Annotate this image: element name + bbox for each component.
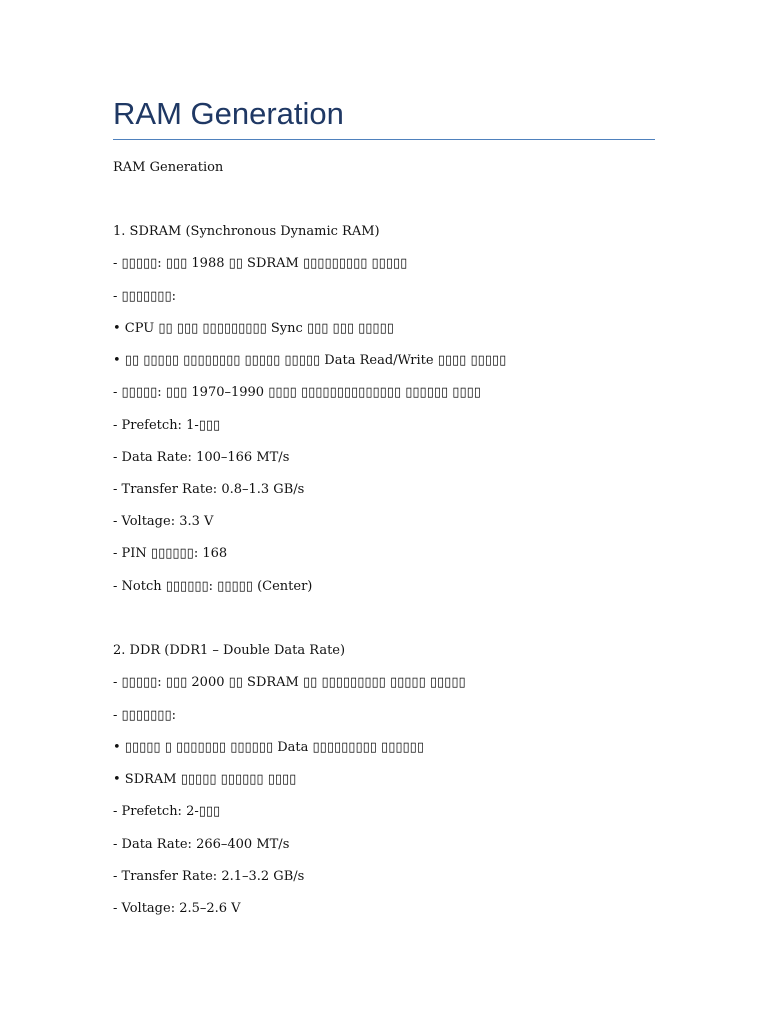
spec-pin-count: - PIN ▯▯▯▯▯▯: 168 xyxy=(113,546,228,561)
body-line: - ▯▯▯▯▯: ▯▯▯ 2000 ▯▯ SDRAM ▯▯ ▯▯▯▯▯▯▯▯▯ ▯▯▯▯▯ ▯▯▯▯▯ xyxy=(113,675,466,690)
spec-data-rate: - Data Rate: 100–166 MT/s xyxy=(113,450,290,465)
spec-transfer-rate: - Transfer Rate: 2.1–3.2 GB/s xyxy=(113,869,305,884)
document-title: RAM Generation xyxy=(113,96,344,131)
spec-notch: - Notch ▯▯▯▯▯▯: ▯▯▯▯▯ (Center) xyxy=(113,579,313,594)
spec-transfer-rate: - Transfer Rate: 0.8–1.3 GB/s xyxy=(113,482,305,497)
title-underline xyxy=(113,139,655,140)
spec-prefetch: - Prefetch: 2-▯▯▯ xyxy=(113,804,221,819)
body-line: - ▯▯▯▯▯: ▯▯▯ 1970–1990 ▯▯▯▯ ▯▯▯▯▯▯▯▯▯▯▯▯▯▯ ▯▯▯▯▯▯ ▯▯▯▯ xyxy=(113,385,481,400)
spec-voltage: - Voltage: 3.3 V xyxy=(113,514,214,529)
bullet-line: • SDRAM ▯▯▯▯▯ ▯▯▯▯▯▯ ▯▯▯▯ xyxy=(113,772,297,787)
body-line: - ▯▯▯▯▯▯▯: xyxy=(113,708,176,723)
section-heading-ddr: 2. DDR (DDR1 – Double Data Rate) xyxy=(113,643,346,658)
bullet-line: • ▯▯▯▯▯ ▯ ▯▯▯▯▯▯▯ ▯▯▯▯▯▯ Data ▯▯▯▯▯▯▯▯▯ ▯▯▯▯▯▯ xyxy=(113,740,424,755)
bullet-line: • ▯▯ ▯▯▯▯▯ ▯▯▯▯▯▯▯▯ ▯▯▯▯▯ ▯▯▯▯▯ Data Read/Write ▯▯▯▯ ▯▯▯▯▯ xyxy=(113,353,507,368)
section-heading-sdram: 1. SDRAM (Synchronous Dynamic RAM) xyxy=(113,224,380,239)
body-line: - ▯▯▯▯▯: ▯▯▯ 1988 ▯▯ SDRAM ▯▯▯▯▯▯▯▯▯ ▯▯▯▯▯ xyxy=(113,256,408,271)
subtitle-line: RAM Generation xyxy=(113,160,224,175)
bullet-line: • CPU ▯▯ ▯▯▯ ▯▯▯▯▯▯▯▯▯ Sync ▯▯▯ ▯▯▯ ▯▯▯▯▯ xyxy=(113,321,394,336)
spec-prefetch: - Prefetch: 1-▯▯▯ xyxy=(113,418,221,433)
spec-data-rate: - Data Rate: 266–400 MT/s xyxy=(113,837,290,852)
body-line: - ▯▯▯▯▯▯▯: xyxy=(113,289,176,304)
spec-voltage: - Voltage: 2.5–2.6 V xyxy=(113,901,241,916)
